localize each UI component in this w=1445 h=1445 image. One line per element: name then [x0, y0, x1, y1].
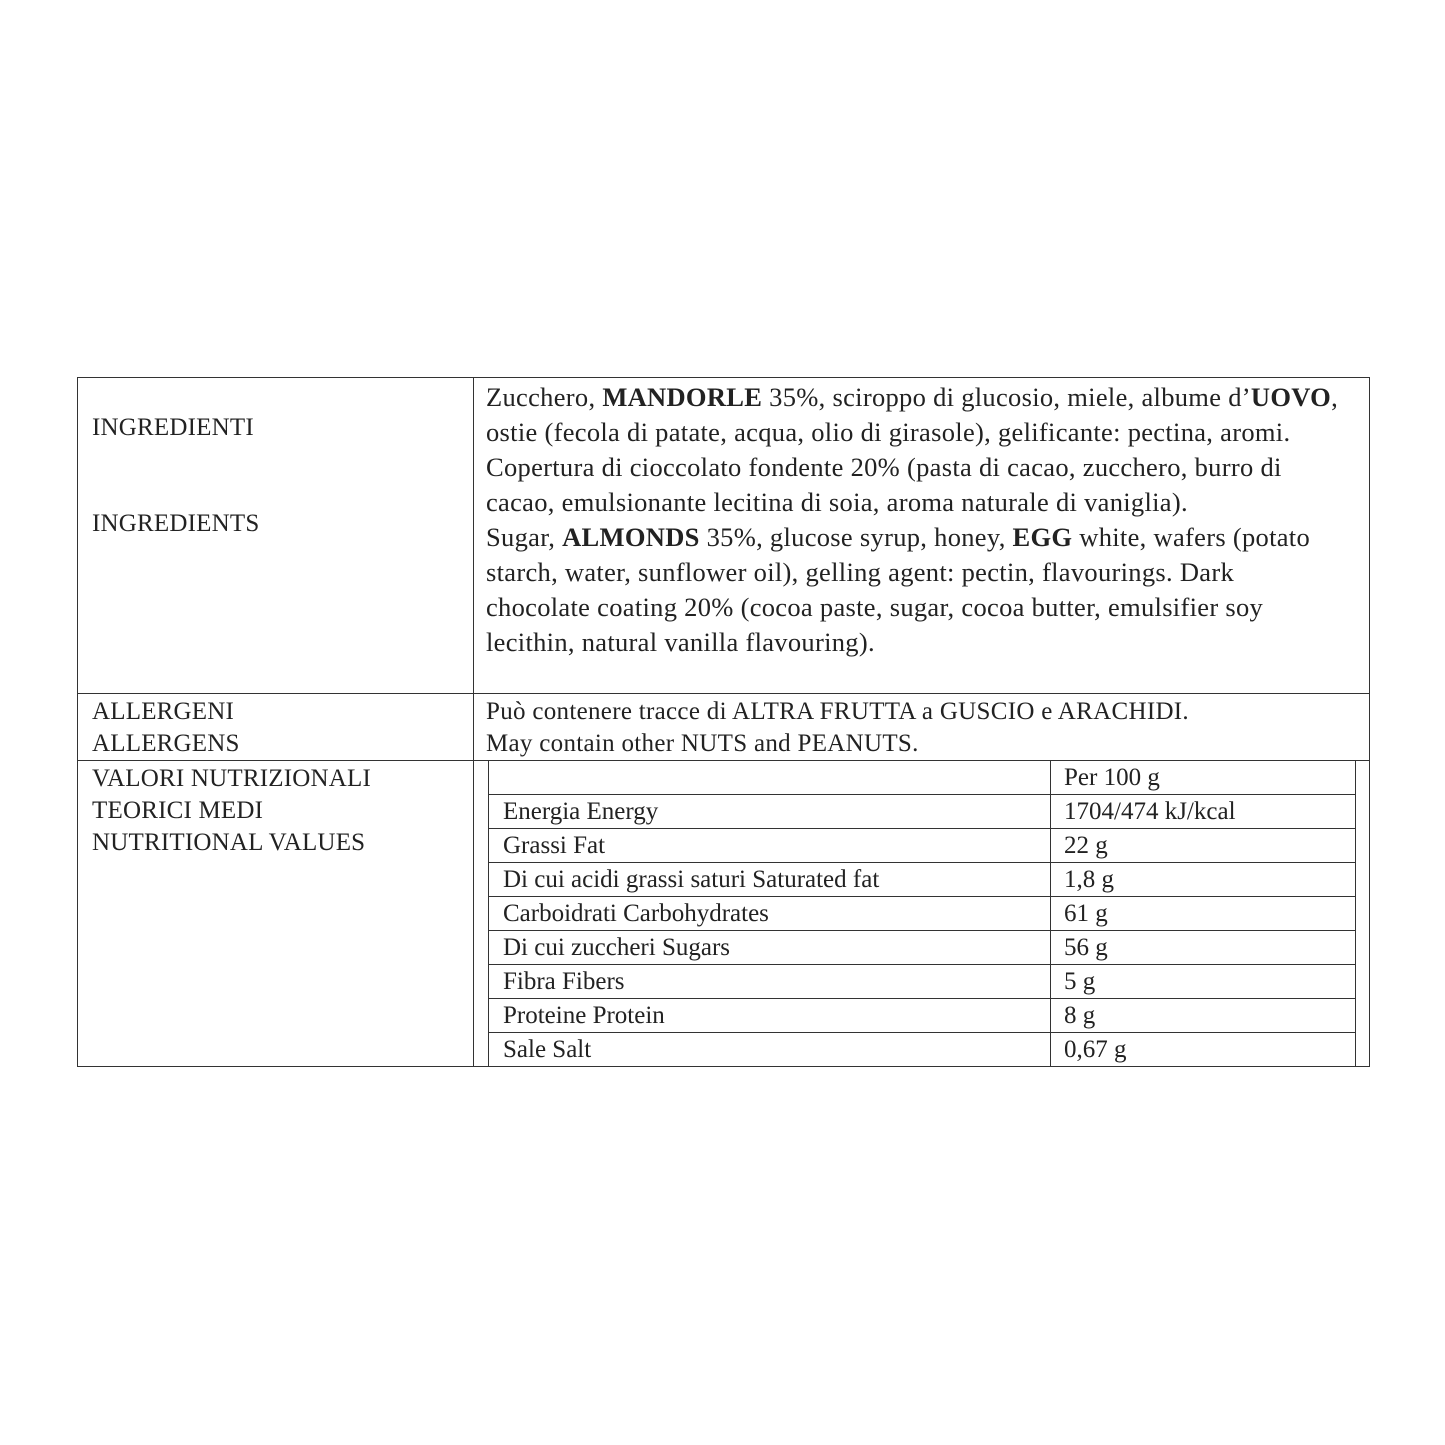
ingredients-label-it: INGREDIENTI	[92, 414, 254, 441]
allergens-labels	[92, 696, 240, 760]
nutrient-value: 22 g	[1064, 832, 1108, 859]
allergens-text-en: May contain other NUTS and PEANUTS.	[486, 730, 919, 757]
ingredients-label-en: INGREDIENTS	[92, 510, 260, 537]
allergens-row	[78, 694, 1369, 761]
nutrient-name: Fibra Fibers	[503, 968, 625, 995]
nutrient-name: Di cui acidi grassi saturi Saturated fat	[503, 866, 880, 893]
nutrition-label-line1: VALORI NUTRIZIONALI	[92, 765, 371, 792]
table-row	[489, 965, 1355, 999]
table-row	[489, 999, 1355, 1033]
nutrient-value: 8 g	[1064, 1002, 1096, 1029]
nutrition-label-line2: TEORICI MEDI	[92, 797, 264, 824]
nutrient-name: Grassi Fat	[503, 832, 606, 859]
column-divider	[473, 761, 474, 1066]
nutrient-name: Sale Salt	[503, 1036, 592, 1063]
ingredients-en-text: Sugar, ALMONDS 35%, glucose syrup, honey, EGG white, wafers (potato starch, water, sunflower oil), gelling agent: pectin, flavourings. Dark chocolate coating 20% (cocoa paste, sugar, cocoa butter, emulsifier soy lecithin, natural vanilla flavouring).	[486, 522, 1311, 657]
nutrient-value: 0,67 g	[1064, 1036, 1127, 1063]
nutrient-value: 1704/474 kJ/kcal	[1064, 798, 1236, 825]
table-row	[489, 863, 1355, 897]
allergens-label-en: ALLERGENS	[92, 730, 240, 757]
ingredients-row	[78, 378, 1369, 694]
product-label-table	[77, 377, 1370, 1067]
nutrient-name: Proteine Protein	[503, 1002, 665, 1029]
nutrient-name: Energia Energy	[503, 798, 659, 825]
allergens-text-it: Può contenere tracce di ALTRA FRUTTA a GUSCIO e ARACHIDI.	[486, 698, 1189, 725]
nutrient-value: 61 g	[1064, 900, 1108, 927]
nutrition-header-row	[489, 761, 1355, 795]
table-row	[489, 897, 1355, 931]
ingredients-text	[486, 380, 1345, 660]
nutrient-value: 56 g	[1064, 934, 1108, 961]
nutrition-table	[488, 761, 1356, 1066]
table-row	[489, 795, 1355, 829]
column-divider	[473, 694, 474, 760]
nutrient-name: Carboidrati Carbohydrates	[503, 900, 769, 927]
nutrient-name: Di cui zuccheri Sugars	[503, 934, 731, 961]
nutrient-value: 5 g	[1064, 968, 1096, 995]
nutrition-row	[78, 761, 1369, 1066]
table-row	[489, 1033, 1355, 1067]
ingredients-it-text: Zucchero, MANDORLE 35%, sciroppo di glucosio, miele, albume d’UOVO, ostie (fecola di patate, acqua, olio di girasole), gelificante: pectina, aromi. Copertura di cioccolato fondente 20% (pasta di cacao, zucchero, burro di cacao, emulsionante lecitina di soia, aroma naturale di vaniglia).	[486, 382, 1338, 517]
nutrient-value: 1,8 g	[1064, 866, 1114, 893]
table-row	[489, 931, 1355, 965]
table-row	[489, 829, 1355, 863]
nutrition-label-line3: NUTRITIONAL VALUES	[92, 829, 366, 856]
nutrition-labels	[92, 763, 371, 859]
column-divider	[473, 378, 474, 693]
nutrition-header-value: Per 100 g	[1064, 764, 1160, 791]
allergens-text	[486, 696, 1345, 760]
allergens-label-it: ALLERGENI	[92, 698, 235, 725]
